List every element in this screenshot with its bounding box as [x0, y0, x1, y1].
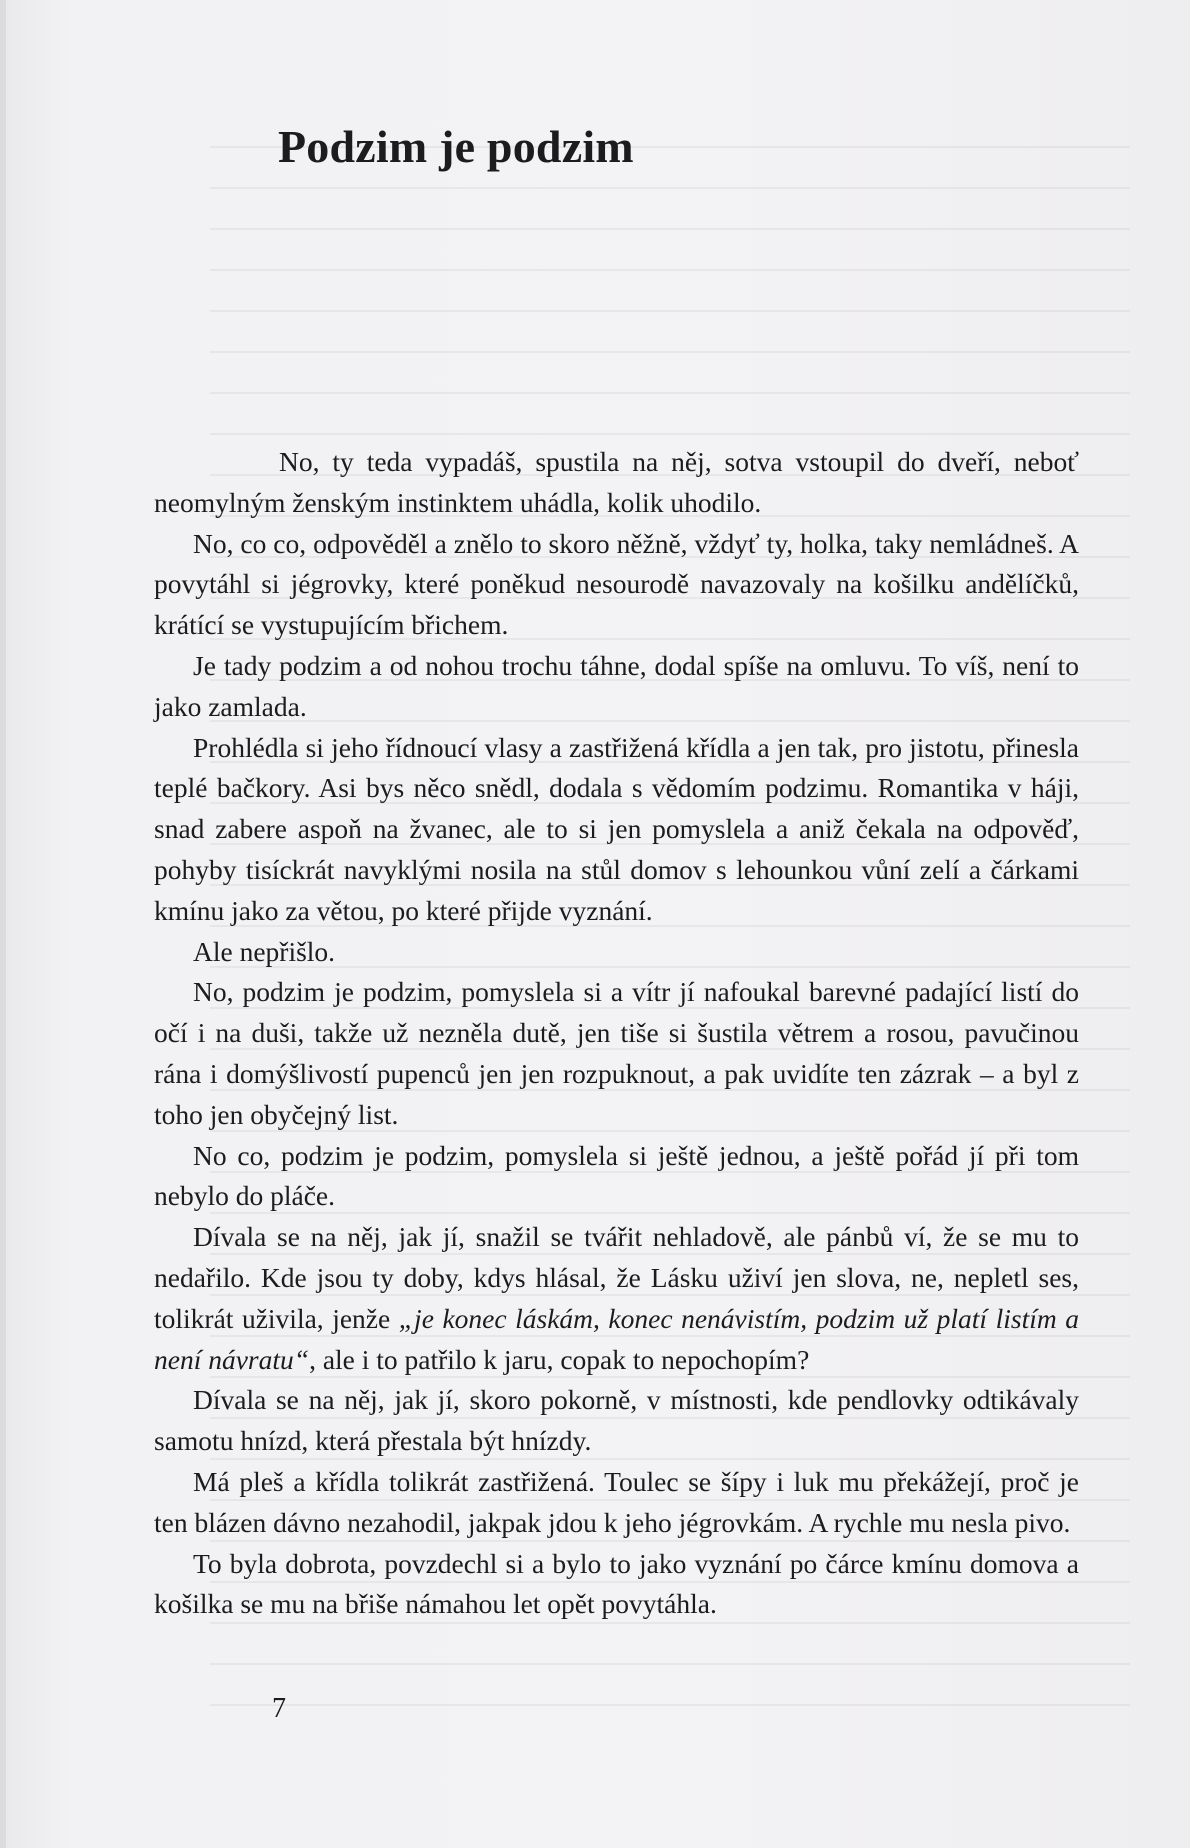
paragraph-with-quote [154, 1217, 1079, 1380]
paragraph: No, co co, odpověděl a znělo to skoro něžně, vždyť ty, holka, taky nemládneš. A povytáhl si jégrovky, které poněkud nesourodě navazovaly na košilku andělíčků, krátící se vystupujícím břichem. [154, 527, 1079, 641]
paragraph: To byla dobrota, povzdechl si a bylo to jako vyznání po čárce kmínu domova a košilka se mu na břiše námahou let opět povytáhla. [154, 1547, 1079, 1620]
paragraph: Prohlédla si jeho řídnoucí vlasy a zastřižená křídla a jen tak, pro jistotu, přinesla teplé bačkory. Asi bys něco snědl, dodala s vědomím podzimu. Romantika v háji, snad zabere aspoň na žvanec, ale to si jen pomyslela a aniž čekala na odpověď, pohyby tisíckrát navyklými nosila na stůl domov s lehounkou vůní zelí a čárkami kmínu jako za větou, po které přijde vyznání. [154, 731, 1079, 926]
paragraph: Ale nepřišlo. [193, 935, 336, 967]
body-text [154, 442, 1079, 1625]
paragraph: Je tady podzim a od nohou trochu táhne, dodal spíše na omluvu. To víš, není to jako zamlada. [154, 649, 1079, 722]
paragraph: Dívala se na něj, jak jí, skoro pokorně, v místnosti, kde pendlovky odtikávaly samotu hnízd, která přestala být hnízdy. [154, 1384, 1079, 1457]
paragraph: No, ty teda vypadáš, spustila na něj, sotva vstoupil do dveří, neboť neomylným ženským instinktem uhádla, kolik uhodilo. [154, 446, 1079, 518]
paragraph: Má pleš a křídla tolikrát zastřižená. Toulec se šípy i luk mu překážejí, proč je ten blázen dávno nezahodil, jakpak jdou k jeho jégrovkám. A rychle mu nesla pivo. [154, 1465, 1079, 1538]
paragraph: No co, podzim je podzim, pomyslela si ještě jednou, a ještě pořád jí při tom nebylo do pláče. [154, 1139, 1079, 1212]
chapter-title: Podzim je podzim [278, 121, 634, 172]
page-edge [0, 0, 6, 1848]
paragraph: No, podzim je podzim, pomyslela si a vítr jí nafoukal barevné padající listí do očí i na duši, takže už nezněla dutě, jen tiše si šustila větrem a rosou, pavučinou rána i domýšlivostí pupenců jen jen rozpuknout, a pak uvidíte ten zázrak – a byl z toho jen obyčejný list. [154, 976, 1079, 1130]
paragraph-text: Dívala se na něj, jak jí, snažil se tvářit nehladově, ale pánbů ví, že se mu to nedařilo. Kde jsou ty doby, kdys hlásal, že Lásku uživí jen slova, ne, nepletl ses, tolikrát uživila, jenže [154, 1221, 1079, 1334]
page-number: 7 [272, 1693, 286, 1724]
paragraph-text-after-quote: , ale i to patřilo k jaru, copak to nepochopím? [309, 1343, 810, 1375]
italic-quote: „je konec láskám, konec nenávistím, podzim už platí listím a není návratu“ [154, 1302, 1079, 1375]
